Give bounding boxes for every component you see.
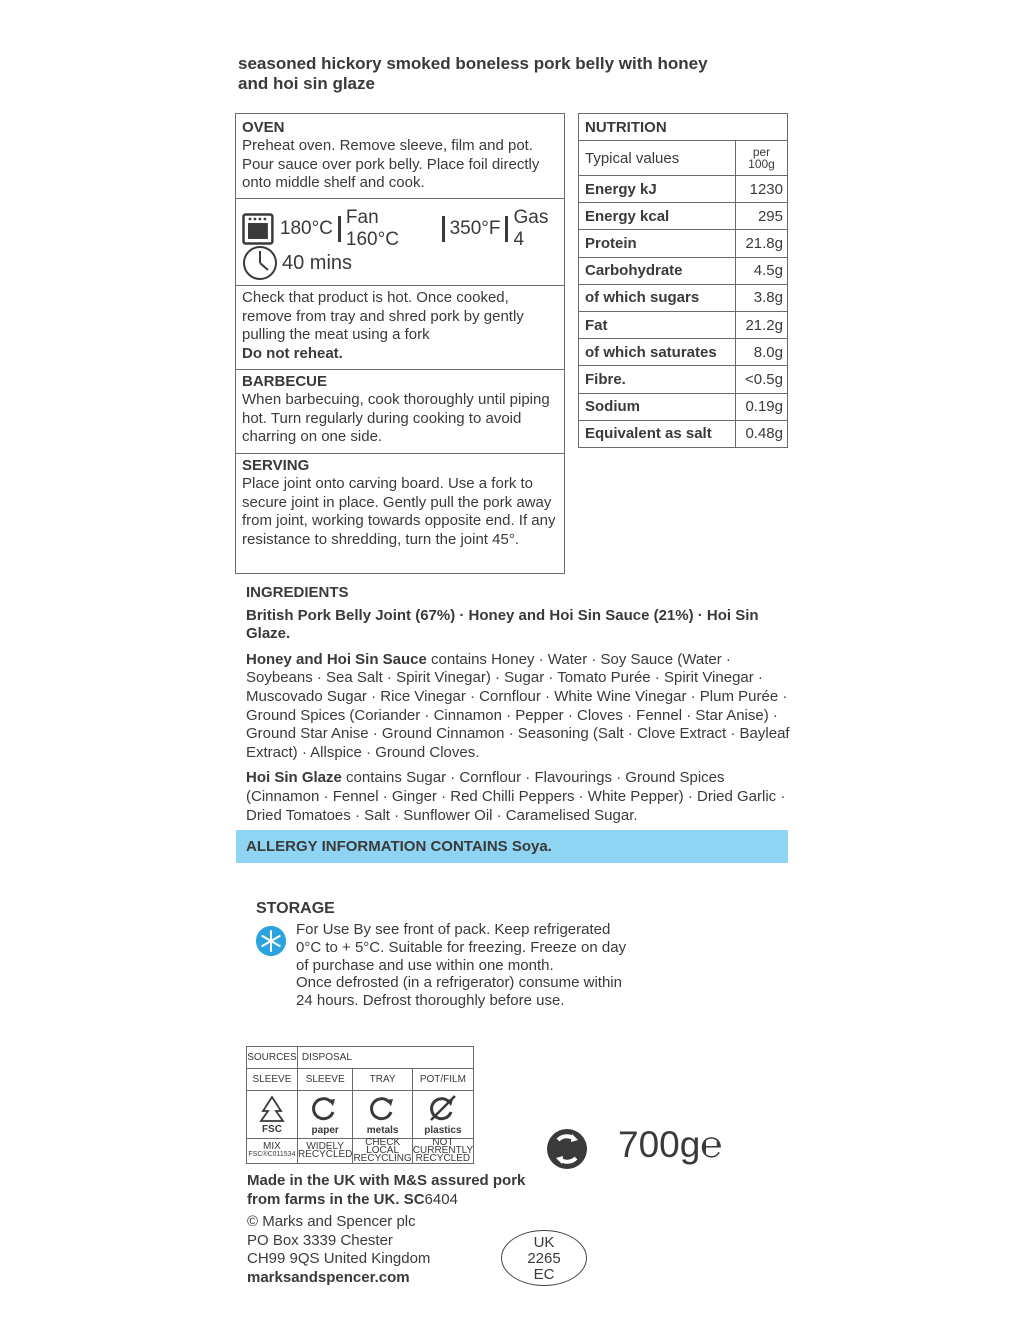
ingredients-heading: INGREDIENTS [246, 584, 349, 601]
recycle-arrow-icon [367, 1094, 399, 1122]
per-label: per [752, 145, 771, 159]
temperature-section [235, 198, 565, 286]
not-recyclable-icon [427, 1094, 459, 1122]
separator [505, 216, 508, 242]
nutrition-table [578, 113, 788, 448]
nutrition-value: <0.5g [736, 366, 788, 393]
fsc-mix-cell [247, 1139, 298, 1164]
nutrition-value: 21.2g [736, 311, 788, 338]
sleeve-source-label: SLEEVE [247, 1069, 298, 1091]
temp-fahrenheit: 350°F [449, 218, 501, 239]
fsc-cell [247, 1091, 298, 1139]
nutrition-label: Energy kcal [579, 203, 736, 230]
nutrition-value: 21.8g [736, 230, 788, 257]
nutrition-label: of which saturates [579, 339, 736, 366]
recycle-arrow-icon [309, 1094, 341, 1122]
typical-values-label: Typical values [579, 141, 736, 176]
address-line: PO Box 3339 Chester [247, 1231, 393, 1249]
paper-label: paper [311, 1124, 339, 1136]
mix-label: MIX [263, 1141, 281, 1152]
storage-text [296, 921, 626, 1010]
health-mark-number: 2265 [527, 1250, 561, 1267]
nutrition-label: Energy kJ [579, 176, 736, 203]
nutrition-label: Carbohydrate [579, 257, 736, 284]
per-unit: 100g [748, 157, 775, 171]
tray-label: TRAY [353, 1069, 412, 1091]
oven-text: Preheat oven. Remove sleeve, film and pot. Pour sauce over pork belly. Place foil directly onto middle shelf and cook. [242, 137, 540, 192]
sc-code: 6404 [424, 1191, 458, 1208]
pot-film-label: POT/FILM [412, 1069, 473, 1091]
gas-mark: Gas 4 [513, 207, 549, 250]
nutrition-value: 1230 [736, 176, 788, 203]
serving-heading: SERVING [242, 457, 310, 474]
check-text: Check that product is hot. Once cooked, remove from tray and shred pork by gently pulling the meat using a fork [242, 289, 524, 344]
serving-text: Place joint onto carving board. Use a fork to secure joint in place. Gently pull the pork away from joint, working towards opposite end. If any resistance to shredding, turn the joint 45°. [242, 475, 556, 548]
metals-label: metals [366, 1124, 399, 1136]
glaze-text: contains Sugar · Cornflour · Flavourings · Ground Spices (Cinnamon · Fennel · Ginger · Red Chilli Peppers · White Pepper) · Dried Garlic · Dried Tomatoes · Salt · Sunflower Oil · Caramelised Sugar. [246, 769, 786, 824]
nutrition-label: Equivalent as salt [579, 420, 736, 447]
address-line: CH99 9QS United Kingdom [247, 1250, 431, 1268]
cooking-time-row [242, 245, 352, 281]
nutrition-label: Protein [579, 230, 736, 257]
sc-label: SC [403, 1191, 425, 1208]
nutrition-value: 0.19g [736, 393, 788, 420]
product-title: seasoned hickory smoked boneless pork belly with honey and hoi sin glaze [238, 54, 708, 93]
disposal-header: DISPOSAL [297, 1047, 473, 1069]
nutrition-label: of which sugars [579, 284, 736, 311]
allergy-banner: ALLERGY INFORMATION CONTAINS Soya. [236, 830, 788, 863]
glaze-ingredients [246, 769, 796, 825]
nutrition-label: Fibre. [579, 366, 736, 393]
sleeve-disposal-label: SLEEVE [297, 1069, 353, 1091]
temp-fan: Fan 160°C [345, 207, 399, 250]
company-address [247, 1213, 430, 1287]
nutrition-value: 3.8g [736, 284, 788, 311]
health-mark-country: UK [533, 1234, 555, 1251]
widely-recycled: WIDELY RECYCLED [297, 1139, 353, 1164]
storage-line: 24 hours. Defrost thoroughly before use. [296, 992, 565, 1010]
nutrition-value: 8.0g [736, 339, 788, 366]
fsc-code: FSC®C011534 [248, 1151, 296, 1158]
nutrition-label: Sodium [579, 393, 736, 420]
not-currently-recycled: NOT CURRENTLY RECYCLED [412, 1137, 474, 1164]
storage-line: For Use By see front of pack. Keep refrigerated [296, 921, 611, 938]
sauce-text: contains Honey · Water · Soy Sauce (Water · Soybeans · Sea Salt · Spirit Vinegar) · Sugar · Tomato Purée · Spirit Vinegar · Muscovado Sugar · Rice Vinegar · Cornflour · White Wine Vinegar · Plum Purée · Ground Spices (Coriander · Cinnamon · Pepper · Cloves · Fennel · Star Anise) · Ground Star Anise · Ground Cinnamon · Seasoning (Salt · Clove Extract · Bayleaf Extract) · Allspice · Ground Cloves. [246, 650, 790, 761]
oven-icon [242, 213, 274, 245]
snowflake-icon [256, 926, 286, 956]
copyright-line: © Marks and Spencer plc [247, 1213, 416, 1230]
serving-section [235, 453, 565, 574]
barbecue-text: When barbecuing, cook thoroughly until piping hot. Turn regularly during cooking to avoid charring on one side. [242, 391, 550, 446]
temp-celsius: 180°C [279, 218, 333, 239]
barbecue-heading: BARBECUE [242, 373, 328, 390]
net-weight: 700g℮ [618, 1124, 723, 1165]
check-section [235, 285, 565, 370]
recycling-table [246, 1046, 474, 1164]
do-not-reheat: Do not reheat. [242, 344, 343, 362]
health-mark [501, 1230, 587, 1286]
made-in-text: Made in the UK with M&S assured pork from farms in the UK. [247, 1172, 526, 1208]
nutrition-value: 295 [736, 203, 788, 230]
green-dot-icon [546, 1128, 588, 1170]
sauce-ingredients [246, 651, 796, 763]
nutrition-value: 4.5g [736, 257, 788, 284]
nutrition-label: Fat [579, 311, 736, 338]
barbecue-section [235, 369, 565, 454]
clock-icon [242, 245, 278, 281]
storage-section [256, 900, 676, 1010]
ingredients-section [246, 584, 796, 832]
separator [442, 216, 445, 242]
storage-line: 0°C to + 5°C. Suitable for freezing. Freeze on day [296, 938, 627, 956]
health-mark-ec: EC [533, 1266, 555, 1283]
storage-line: Once defrosted (in a refrigerator) consume within [296, 974, 622, 992]
metals-cell [353, 1091, 412, 1139]
plastics-cell [412, 1091, 473, 1139]
fsc-label: FSC [261, 1124, 282, 1135]
paper-cell [297, 1091, 353, 1139]
ingredients-summary: British Pork Belly Joint (67%) · Honey and Hoi Sin Sauce (21%) · Hoi Sin Glaze. [246, 606, 759, 643]
storage-line: of purchase and use within one month. [296, 956, 554, 974]
cooking-time: 40 mins [282, 251, 353, 274]
sources-header: SOURCES [247, 1047, 298, 1069]
oven-heading: OVEN [242, 119, 285, 136]
check-local-recycling: CHECK LOCAL RECYCLING [353, 1137, 412, 1164]
glaze-name: Hoi Sin Glaze [246, 769, 342, 787]
plastics-label: plastics [424, 1124, 462, 1136]
website: marksandspencer.com [247, 1268, 410, 1286]
separator [338, 216, 341, 242]
storage-heading: STORAGE [256, 900, 335, 917]
fsc-tree-icon [255, 1095, 289, 1123]
nutrition-value: 0.48g [736, 420, 788, 447]
per-100g [736, 141, 788, 176]
origin-statement [247, 1171, 547, 1209]
oven-section [235, 113, 565, 199]
sauce-name: Honey and Hoi Sin Sauce [246, 650, 427, 668]
nutrition-heading: NUTRITION [579, 114, 788, 141]
